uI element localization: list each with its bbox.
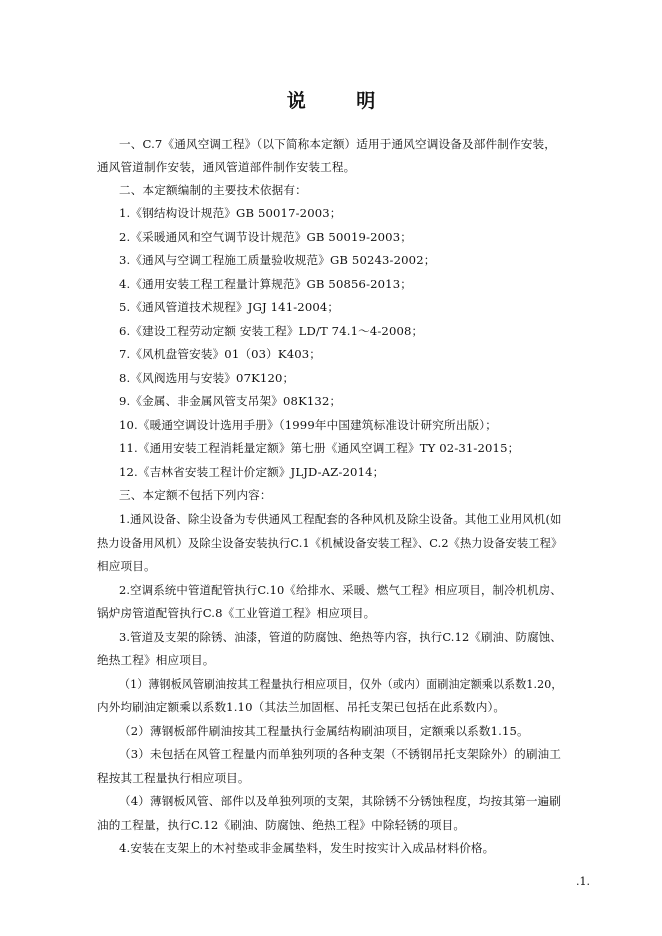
text-line: 5.《通风管道技术规程》JGJ 141-2004；	[119, 300, 340, 314]
text-line: 三、本定额不包括下列内容：	[119, 488, 272, 502]
text-line: 3.管道及支架的除锈、油漆，管道的防腐蚀、绝热等内容，执行C.12《刷油、防腐蚀、	[119, 630, 562, 644]
text-line: 绝热工程》相应项目。	[97, 653, 215, 667]
text-line: 锅炉房管道配管执行C.8《工业管道工程》相应项目。	[97, 606, 376, 620]
text-line: （2）薄钢板部件刷油按其工程量执行金属结构刷油项目，定额乘以系数1.15。	[119, 724, 529, 738]
text-line: 11.《通用安装工程消耗量定额》第七册《通风空调工程》TY 02-31-2015；	[119, 441, 520, 455]
page-title: 说 明	[286, 90, 398, 112]
text-line: 相应项目。	[97, 559, 156, 573]
text-line: 8.《风阀选用与安装》07K120；	[119, 371, 295, 385]
text-line: 7.《风机盘管安装》01（03）K403；	[119, 347, 322, 361]
text-line: 油的工程量，执行C.12《刷油、防腐蚀、绝热工程》中除轻锈的项目。	[97, 818, 466, 832]
text-line: 二、本定额编制的主要技术依据有：	[119, 183, 307, 197]
text-line: 9.《金属、非金属风管支吊架》08K132；	[119, 394, 342, 408]
text-line: 10.《暖通空调设计选用手册》（1999年中国建筑标准设计研究所出版）；	[119, 418, 497, 432]
text-line: 3.《通风与空调工程施工质量验收规范》GB 50243-2002；	[119, 253, 436, 267]
text-line: （4）薄钢板风管、部件以及单独列项的支架，其除锈不分锈蚀程度，均按其第一遍刷	[119, 794, 562, 808]
text-line: （1）薄钢板风管刷油按其工程量执行相应项目，仅外（或内）面刷油定额乘以系数1.20，	[119, 677, 563, 691]
text-line: 内外均刷油定额乘以系数1.10（其法兰加固框、吊托支架已包括在此系数内）。	[97, 700, 506, 714]
text-line: 1.通风设备、除尘设备为专供通风工程配套的各种风机及除尘设备。其他工业用风机(如	[119, 512, 562, 526]
text-line: 6.《建设工程劳动定额 安装工程》LD/T 74.1～4-2008；	[119, 324, 424, 338]
text-line: 一、C.7《通风空调工程》（以下简称本定额）适用于通风空调设备及部件制作安装，	[119, 137, 556, 151]
text-line: 程按其工程量执行相应项目。	[97, 771, 250, 785]
text-line: 2.空调系统中管道配管执行C.10《给排水、采暖、燃气工程》相应项目，制冷机机房、	[119, 583, 562, 597]
text-line: 1.《钢结构设计规范》GB 50017-2003；	[119, 206, 342, 220]
text-line: 通风管道制作安装，通风管道部件制作安装工程。	[97, 160, 356, 174]
text-line: （3）未包括在风管工程量内而单独列项的各种支架（不锈钢吊托支架除外）的刷油工	[119, 747, 562, 761]
text-line: 12.《吉林省安装工程计价定额》JLJD-AZ-2014；	[119, 465, 385, 479]
text-line: 4.安装在支架上的木衬垫或非金属垫料，发生时按实计入成品材料价格。	[119, 841, 495, 855]
page-number: .1.	[576, 875, 590, 888]
text-line: 热力设备用风机）及除尘设备安装执行C.1《机械设备安装工程》、C.2《热力设备安装工程》	[97, 536, 563, 550]
text-line: 4.《通用安装工程工程量计算规范》GB 50856-2013；	[119, 277, 412, 291]
text-line: 2.《采暖通风和空气调节设计规范》GB 50019-2003；	[119, 230, 412, 244]
